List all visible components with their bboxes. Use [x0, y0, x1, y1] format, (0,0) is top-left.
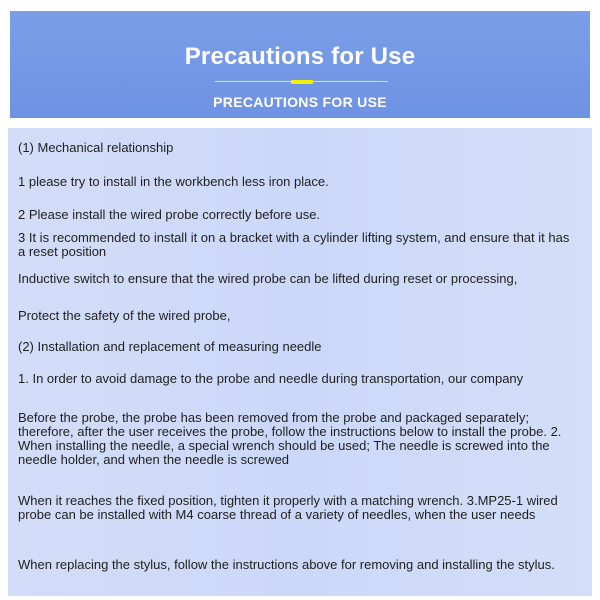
paragraph-8: When it reaches the fixed position, tighten it properly with a matching wrench. 3.MP25-1 wired probe can be installed with M4 coarse thread of a variety of needles, when the user needs — [18, 493, 558, 522]
header-banner — [10, 11, 590, 118]
title-divider-accent — [291, 80, 313, 84]
paragraph-3: 3 It is recommended to install it on a bracket with a cylinder lifting system, and ensure that it has a reset position — [18, 230, 570, 259]
paragraph-9: When replacing the stylus, follow the instructions above for removing and installing the stylus. — [18, 557, 555, 572]
paragraph-2: 2 Please install the wired probe correctly before use. — [18, 207, 321, 222]
paragraph-6: 1. In order to avoid damage to the probe and needle during transportation, our company — [18, 371, 524, 386]
paragraph-1: 1 please try to install in the workbench less iron place. — [18, 174, 329, 189]
paragraph-7: Before the probe, the probe has been removed from the probe and packaged separately; therefore, after the user receives the probe, follow the instructions below to install the probe. 2. When installing the needle, a special wrench should be used; The needle is screwed into the needle holder, and when the needle is screwed — [18, 410, 562, 467]
section-heading-installation: (2) Installation and replacement of measuring needle — [18, 339, 322, 354]
page-subtitle: PRECAUTIONS FOR USE — [213, 94, 387, 110]
content-panel — [8, 128, 592, 596]
page-title: Precautions for Use — [184, 43, 416, 70]
paragraph-5: Protect the safety of the wired probe, — [18, 308, 231, 323]
section-heading-mechanical: (1) Mechanical relationship — [18, 140, 174, 155]
paragraph-4: Inductive switch to ensure that the wired probe can be lifted during reset or processing, — [18, 271, 518, 286]
